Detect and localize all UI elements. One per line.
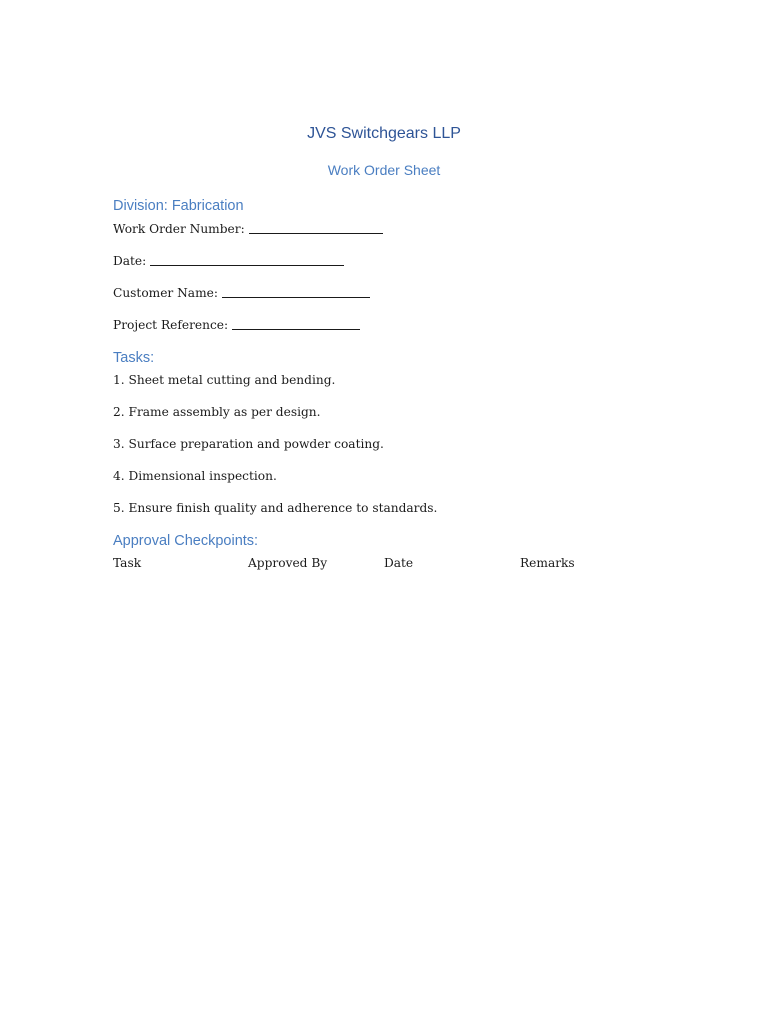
column-header-date: Date — [384, 556, 414, 570]
field-project-reference — [113, 317, 360, 332]
task-item: 1. Sheet metal cutting and bending. — [113, 373, 336, 387]
field-work-order-number — [113, 221, 383, 236]
task-item: 5. Ensure finish quality and adherence to standards. — [113, 501, 438, 515]
task-item: 2. Frame assembly as per design. — [113, 405, 321, 419]
field-label: Date: — [113, 254, 147, 268]
division-heading: Division: Fabrication — [113, 198, 244, 214]
approval-heading: Approval Checkpoints: — [113, 533, 259, 549]
field-label: Customer Name: — [113, 286, 218, 300]
task-item: 4. Dimensional inspection. — [113, 469, 277, 483]
fill-in-line — [222, 285, 370, 298]
task-item: 3. Surface preparation and powder coating. — [113, 437, 384, 451]
fill-in-line — [232, 317, 360, 330]
fill-in-line — [150, 253, 344, 266]
field-date — [113, 253, 344, 268]
company-title: JVS Switchgears LLP — [307, 125, 461, 142]
field-label: Project Reference: — [113, 318, 229, 332]
column-header-task: Task — [113, 556, 142, 570]
column-header-approved-by: Approved By — [248, 556, 328, 570]
column-header-remarks: Remarks — [520, 556, 575, 570]
sheet-title: Work Order Sheet — [327, 162, 441, 178]
tasks-heading: Tasks: — [113, 350, 155, 366]
field-customer-name — [113, 285, 370, 300]
fill-in-line — [249, 221, 383, 234]
field-label: Work Order Number: — [113, 222, 245, 236]
